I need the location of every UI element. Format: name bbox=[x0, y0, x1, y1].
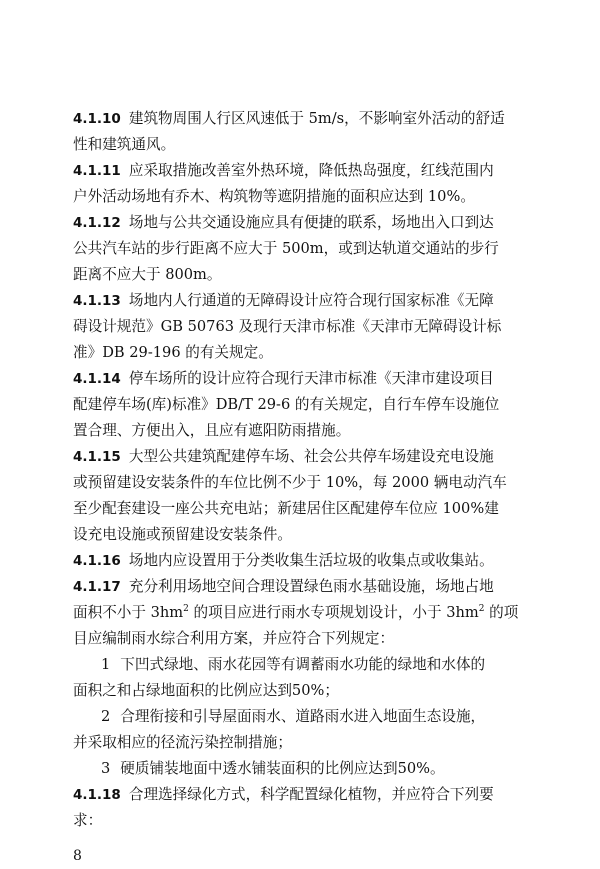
clause-text: 目应编制雨水综合利用方案，并应符合下列规定： bbox=[73, 630, 395, 647]
clause-number: 4.1.10 bbox=[73, 111, 121, 127]
clause-text: 场地与公共交通设施应具有便捷的联系，场地出入口到达 bbox=[128, 214, 494, 231]
clause-text: 面积不小于 $3hm^2$ 的项目应进行雨水专项规划设计，小于 $3hm^2$ 的项 bbox=[73, 604, 519, 621]
clause-text: 性和建筑通风。 bbox=[73, 136, 176, 153]
clause-text: 大型公共建筑配建停车场、社会公共停车场建设充电设施 bbox=[128, 448, 494, 465]
clause-text: 设充电设施或预留建设安装条件。 bbox=[73, 526, 292, 543]
clause-number: 4.1.15 bbox=[73, 449, 121, 465]
clause-number: 4.1.13 bbox=[73, 293, 121, 309]
clause-text: 停车场所的设计应符合现行天津市标准《天津市建设项目 bbox=[128, 370, 494, 387]
clause-4-1-11 bbox=[73, 158, 533, 210]
item-text: 面积之和占绿地面积的比例应达到50%； bbox=[73, 682, 339, 699]
page-number: 8 bbox=[73, 848, 82, 864]
list-item bbox=[73, 652, 533, 704]
item-text: 硬质铺装地面中透水铺装面积的比例应达到50%。 bbox=[120, 760, 445, 777]
clause-text: 或预留建设安装条件的车位比例不少于 10%，每 2000 辆电动汽车 bbox=[73, 474, 507, 491]
clause-text: 公共汽车站的步行距离不应大于 500m，或到达轨道交通站的步行 bbox=[73, 240, 499, 257]
clause-4-1-16 bbox=[73, 548, 533, 574]
clause-text: 场地内应设置用于分类收集生活垃圾的收集点或收集站。 bbox=[128, 552, 494, 569]
clause-number: 4.1.11 bbox=[73, 163, 121, 179]
clause-text: 场地内人行通道的无障碍设计应符合现行国家标准《无障 bbox=[128, 292, 494, 309]
list-item bbox=[73, 704, 533, 756]
clause-text: 建筑物周围人行区风速低于 5m/s，不影响室外活动的舒适 bbox=[128, 110, 505, 127]
clause-4-1-10 bbox=[73, 106, 533, 158]
clause-text: 应采取措施改善室外热环境，降低热岛强度，红线范围内 bbox=[128, 162, 494, 179]
clause-text: 准》DB 29-196 的有关规定。 bbox=[73, 344, 273, 361]
clause-text: 距离不应大于 800m。 bbox=[73, 266, 222, 283]
item-number: 3 bbox=[101, 760, 111, 777]
clause-4-1-12 bbox=[73, 210, 533, 288]
clause-number: 4.1.17 bbox=[73, 579, 121, 595]
item-number: 1 bbox=[101, 656, 111, 673]
clause-number: 4.1.12 bbox=[73, 215, 121, 231]
clause-text: 配建停车场(库)标准》DB/T 29-6 的有关规定，自行车停车设施位 bbox=[73, 396, 500, 413]
clause-number: 4.1.16 bbox=[73, 553, 121, 569]
item-text: 并采取相应的径流污染控制措施； bbox=[73, 734, 292, 751]
clause-text: 至少配套建设一座公共充电站；新建居住区配建停车位应 100%建 bbox=[73, 500, 499, 517]
clause-text: 充分利用场地空间合理设置绿色雨水基础设施，场地占地 bbox=[128, 578, 494, 595]
item-number: 2 bbox=[101, 708, 111, 725]
clause-number: 4.1.18 bbox=[73, 787, 121, 803]
clause-text: 求： bbox=[73, 812, 103, 829]
clause-text: 置合理、方便出入，且应有遮阳防雨措施。 bbox=[73, 422, 351, 439]
clause-text: 合理选择绿化方式，科学配置绿化植物，并应符合下列要 bbox=[128, 786, 494, 803]
clause-text: 碍设计规范》GB 50763 及现行天津市标准《天津市无障碍设计标 bbox=[73, 318, 502, 335]
item-text: 下凹式绿地、雨水花园等有调蓄雨水功能的绿地和水体的 bbox=[120, 656, 486, 673]
clause-text: 户外活动场地有乔木、构筑物等遮阴措施的面积应达到 10%。 bbox=[73, 188, 475, 205]
clause-4-1-17 bbox=[73, 574, 533, 652]
clause-4-1-13 bbox=[73, 288, 533, 366]
clause-4-1-14 bbox=[73, 366, 533, 444]
clause-number: 4.1.14 bbox=[73, 371, 121, 387]
clause-4-1-15 bbox=[73, 444, 533, 548]
clause-4-1-18 bbox=[73, 782, 533, 834]
item-text: 合理衔接和引导屋面雨水、道路雨水进入地面生态设施， bbox=[120, 708, 486, 725]
list-item bbox=[73, 756, 533, 782]
